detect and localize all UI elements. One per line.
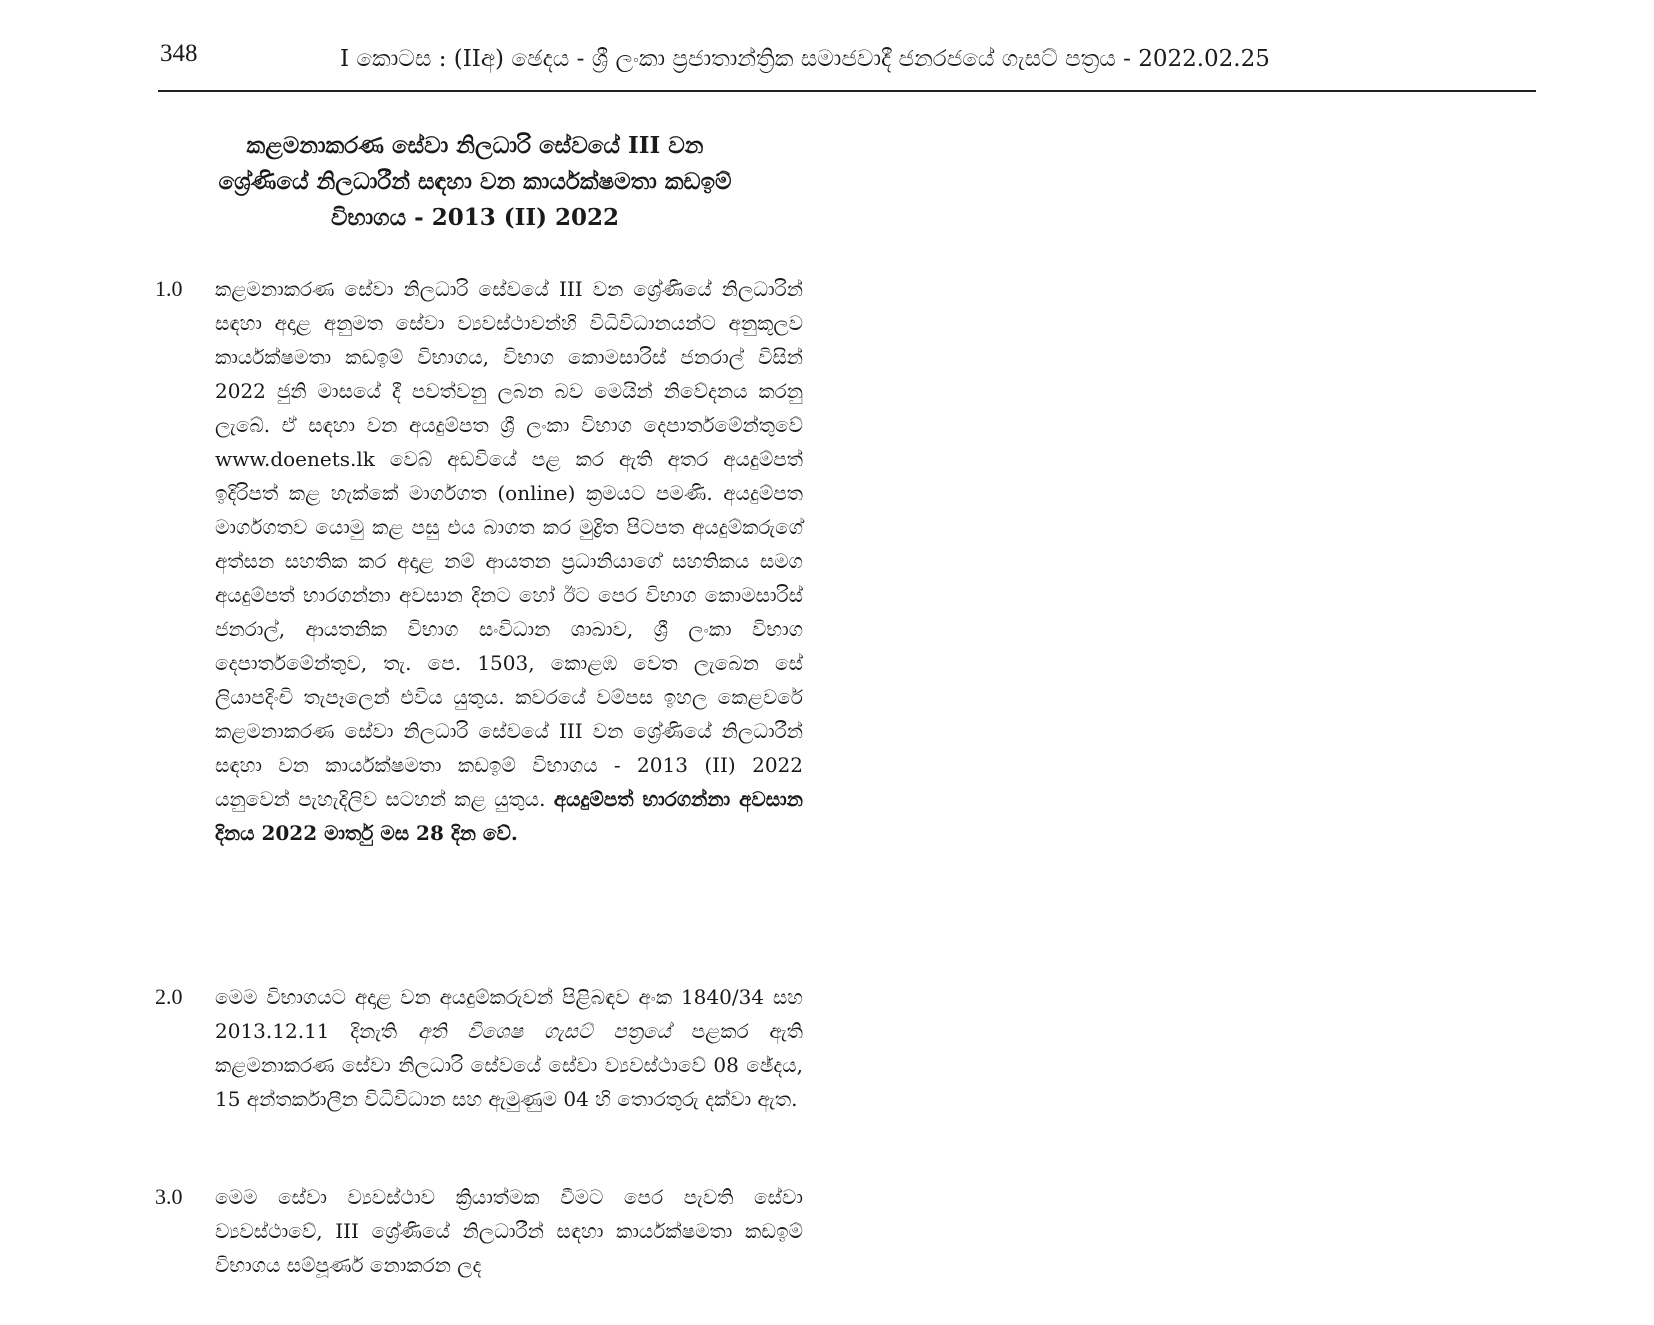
section-body — [215, 980, 803, 1116]
section-number: 1.0 — [155, 276, 183, 301]
section-text: මෙම සේවා ව්‍යවස්ථාව ක්‍රියාත්මක වීමට පෙර පැවති සේවා ව්‍යවස්ථාවේ, III ශ්‍රේණියේ නිලධාරීන් සඳහා කාර්යක්ෂමතා කඩඉම් විභාගය සම්පූර්ණ නොකරන ලද — [215, 1185, 803, 1277]
section-text-before: මෙම විභාගයට අදාළ වන අයදුම්කරුවන් පිළිබඳව අංක 1840/34 සහ 2013.12.11 දිනැති — [215, 985, 803, 1043]
section-number: 2.0 — [155, 984, 183, 1009]
section-1 — [155, 272, 805, 850]
header-rule — [158, 90, 1536, 92]
page-number: 348 — [160, 40, 198, 67]
document-title — [145, 128, 805, 236]
section-text-after: පළකර ඇති කළමනාකරණ සේවා නිලධාරි සේවයේ සේවා ව්‍යවස්ථාවේ 08 ඡේදය, 15 අන්තර්කාලීන විධිවිධාන සහ ඇමුණුම 04 හි තොරතුරු දක්වා ඇත. — [215, 1019, 804, 1111]
section-text: කළමනාකරණ සේවා නිලධාරි සේවයේ III වන ශ්‍රේණියේ නිලධාරින් සඳහා අදාළ අනුමත සේවා ව්‍යවස්ථාවන්හි විධිවිධානයන්ට අනුකූලව කාර්යක්ෂමතා කඩඉම් විභාගය, විභාග කොමසාරිස් ජනරාල් විසින් 2022 ජුනි මාසයේ දී පවත්වනු ලබන බව මෙයින් නිවේදනය කරනු ලැබේ. ඒ සඳහා වන අයදුම්පත ශ්‍රී ලංකා විභාග දෙපාර්තමේන්තුවේ www.doenets.lk වෙබ් අඩවියේ පළ කර ඇති අතර අයදුම්පත් ඉදිරිපත් කළ හැක්කේ මාර්ගගත (online) ක්‍රමයට පමණි. අයදුම්පත මාර්ගගතව යොමු කළ පසු එය බාගත කර මුද්‍රිත පිටපත අයදුම්කරුගේ අත්සන සහතික කර අදාළ නම් ආයතන ප්‍රධානියාගේ සහතිකය සමග අයදුම්පත් භාරගන්නා අවසාන දිනට හෝ ඊට පෙර විභාග කොමසාරිස් ජනරාල්, ආයතනික විභාග සංවිධාන ශාඛාව, ශ්‍රී ලංකා විභාග දෙපාර්තමේන්තුව, තැ. පෙ. 1503, කොළඹ වෙත ලැබෙන සේ ලියාපදිංචි තැපෑලෙන් එවිය යුතුය. කවරයේ වම්පස ඉහල කෙළවරේ කළමනාකරණ සේවා නිලධාරි සේවයේ III වන ශ්‍රේණියේ නිලධාරීන් සඳහා වන කාර්යක්ෂමතා කඩඉම් විභාගය - 2013 (II) 2022 යනුවෙන් පැහැදිලිව සටහන් කළ යුතුය. — [215, 277, 803, 811]
section-body — [215, 1180, 803, 1282]
section-body — [215, 272, 803, 850]
title-line-2: ශ්‍රේණියේ නිලධාරීන් සඳහා වන කාර්යක්ෂමතා කඩඉම් — [218, 168, 732, 195]
running-head: I කොටස : (IIඅ) ඡෙදය - ශ්‍රී ලංකා ප්‍රජාතාන්ත්‍රික සමාජවාදී ජනරජයේ ගැසට් පත්‍රය - 2022.02.25 — [340, 46, 1270, 72]
title-line-1: කළමනාකරණ සේවා නිලධාරි සේවයේ III වන — [246, 132, 704, 159]
gazette-reference: අති විශෙෂ ගැසට් පත්‍රයේ — [417, 1019, 671, 1043]
closing-date-notice: අයදුම්පත් භාරගන්නා අවසාන දිනය 2022 මාර්තු මස 28 දින වේ. — [215, 787, 803, 845]
section-number: 3.0 — [155, 1184, 183, 1209]
title-line-3: විභාගය - 2013 (II) 2022 — [330, 204, 620, 231]
section-2 — [155, 980, 805, 1116]
section-3 — [155, 1180, 805, 1282]
